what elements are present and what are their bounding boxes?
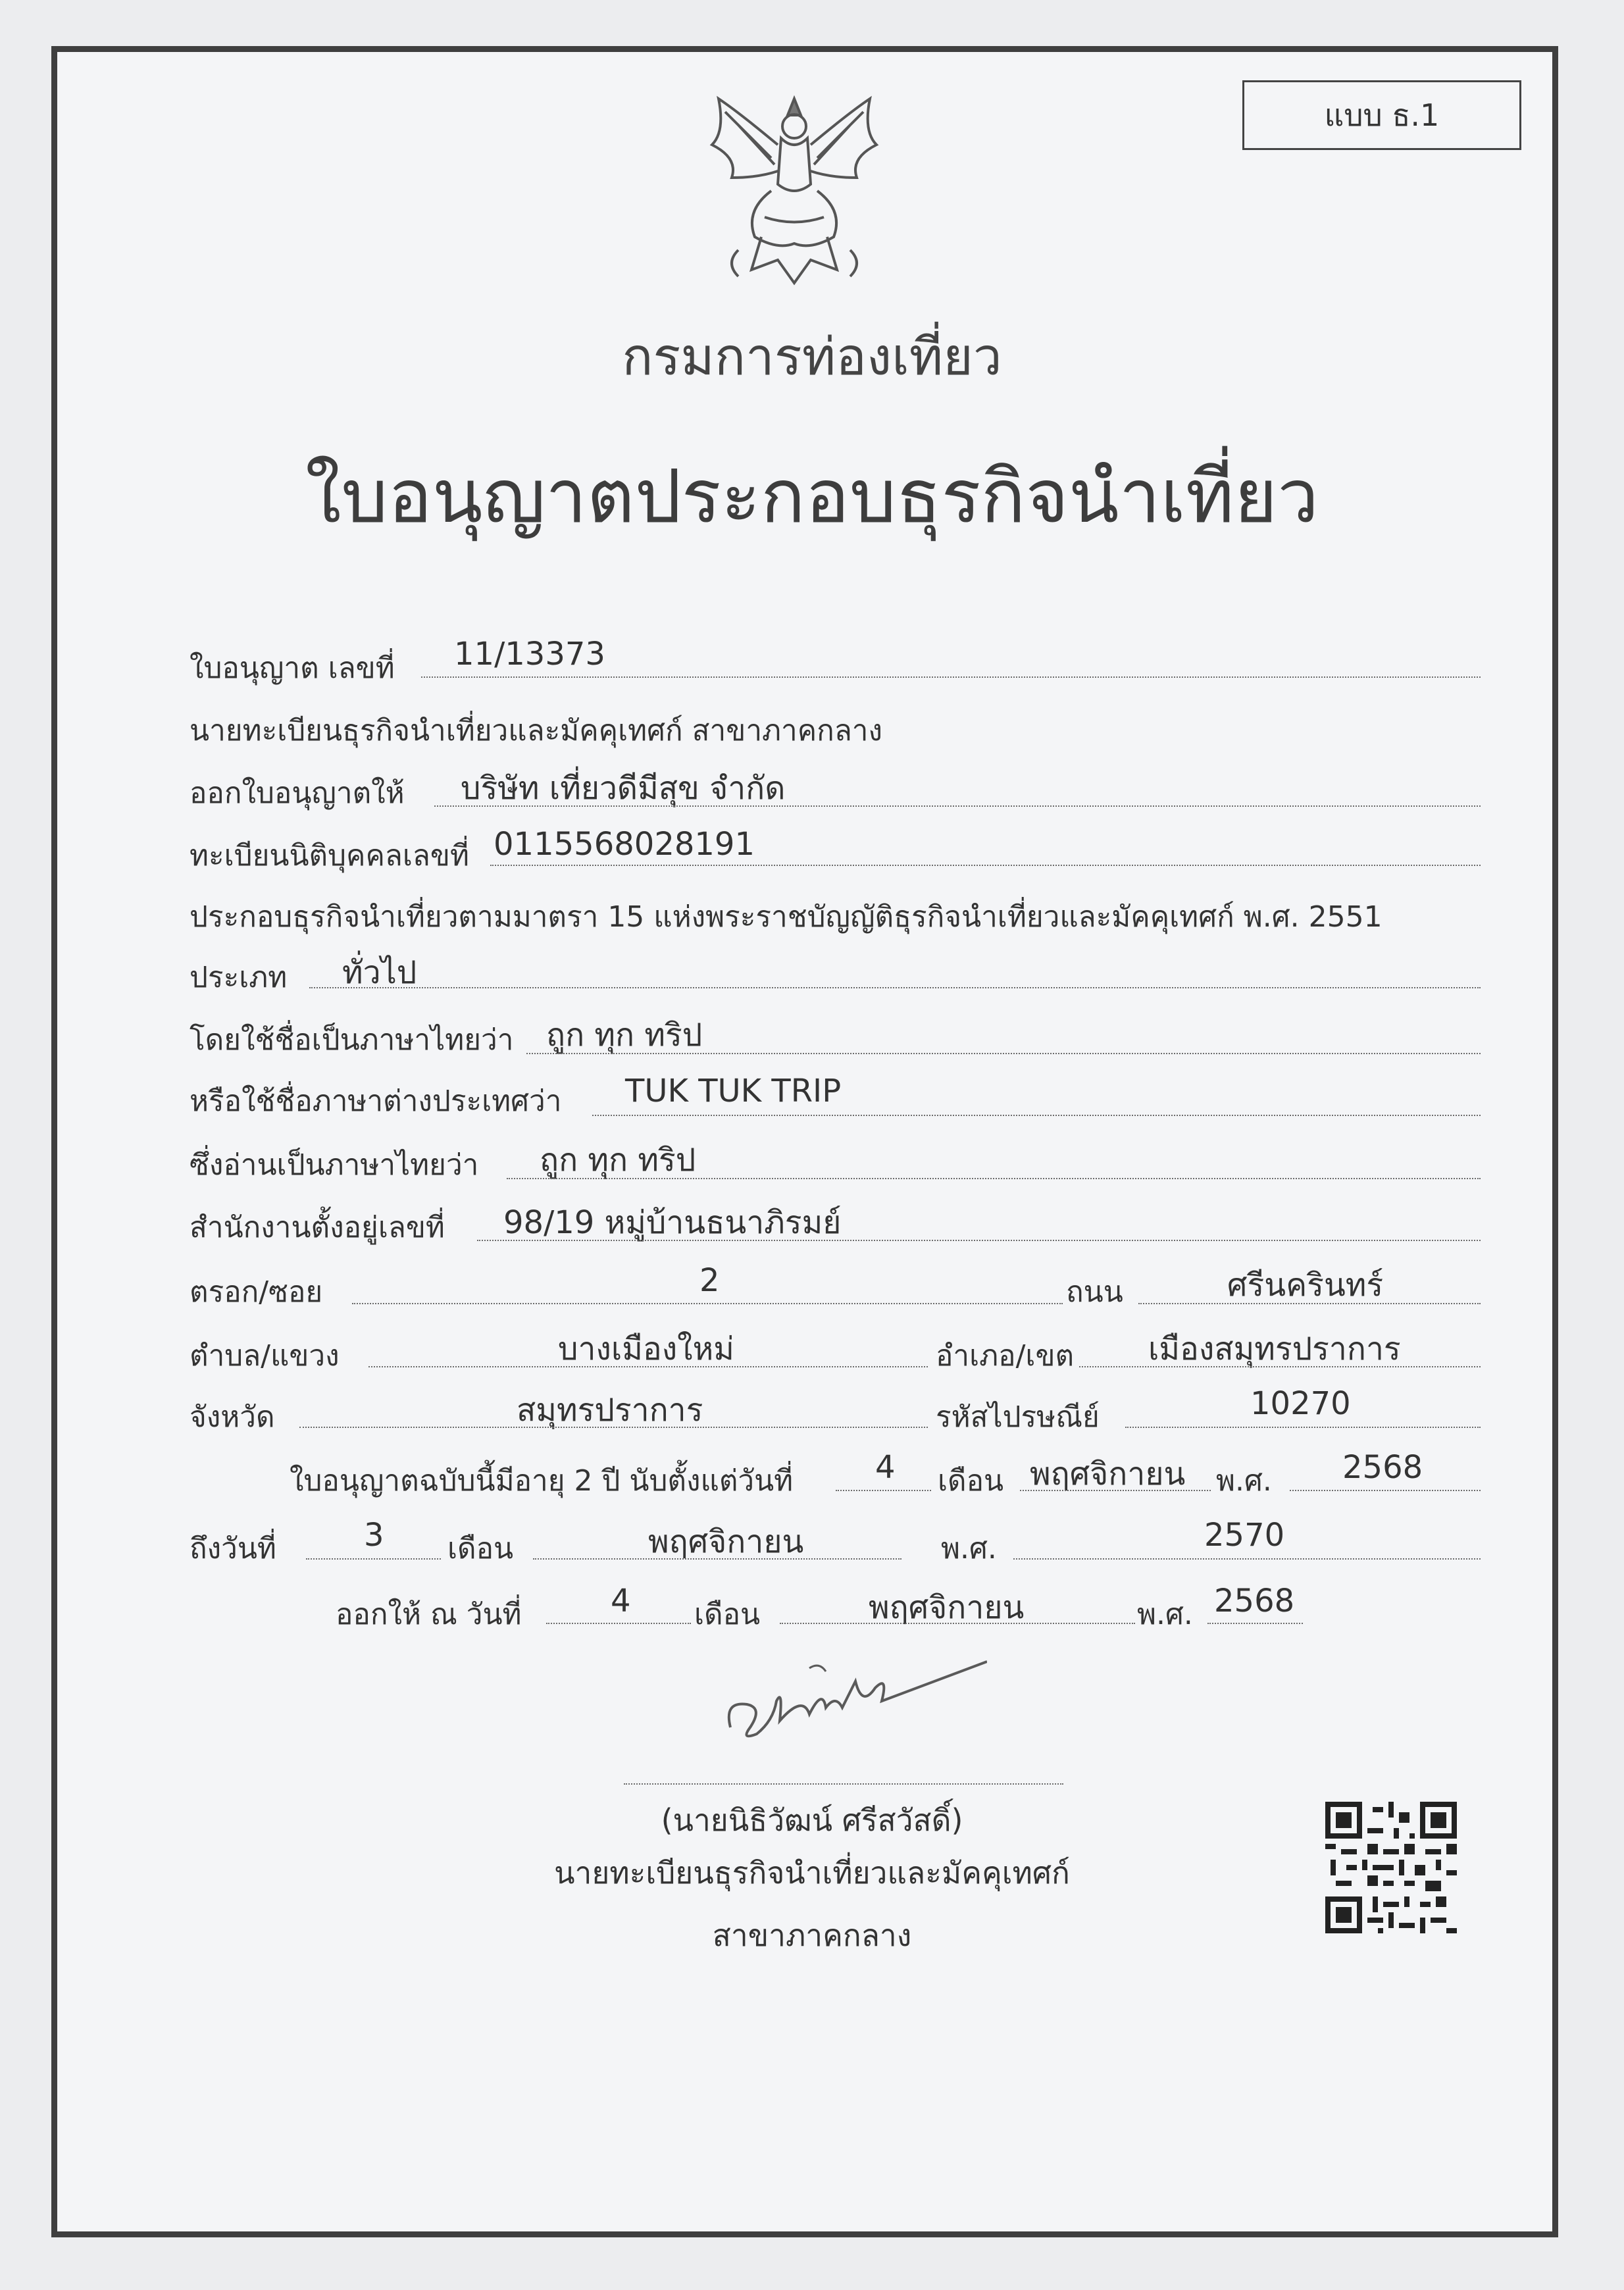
office-label: สำนักงานตั้งอยู่เลขที่ — [190, 1211, 445, 1244]
document-title: ใบอนุญาตประกอบธุรกิจนำเที่ยว — [305, 454, 1319, 540]
type-value: ทั่วไป — [342, 954, 417, 991]
road-line — [1138, 1303, 1481, 1304]
postcode-value: 10270 — [1250, 1385, 1351, 1422]
department-name: กรมการท่องเที่ยว — [622, 328, 1002, 387]
validity-label: ใบอนุญาตฉบับนี้มีอายุ 2 ปี นับตั้งแต่วันที่ — [290, 1464, 794, 1498]
validity-day: 4 — [875, 1449, 896, 1486]
soi-line — [352, 1303, 1063, 1304]
signatory-branch: สาขาภาคกลาง — [712, 1918, 912, 1953]
read-as-line — [507, 1178, 1481, 1179]
province-label: จังหวัด — [190, 1400, 275, 1434]
validity-year-line — [1290, 1490, 1481, 1491]
until-label: ถึงวันที่ — [190, 1532, 276, 1565]
foreign-name-value: TUK TUK TRIP — [625, 1073, 842, 1109]
subdistrict-label: ตำบล/แขวง — [190, 1339, 340, 1373]
until-year-line — [1013, 1558, 1481, 1560]
until-month-line — [533, 1558, 901, 1560]
soi-value: 2 — [699, 1262, 720, 1299]
issued-on-month-label: เดือน — [694, 1598, 761, 1631]
subdistrict-line — [368, 1366, 928, 1367]
license-no-line — [421, 676, 1481, 678]
office-value: 98/19 หมู่บ้านธนาภิรมย์ — [503, 1204, 842, 1241]
validity-year: 2568 — [1342, 1449, 1423, 1486]
issued-on-month: พฤศจิกายน — [869, 1589, 1025, 1626]
thai-name-line — [526, 1053, 1481, 1054]
validity-month: พฤศจิกายน — [1030, 1456, 1186, 1492]
office-line — [477, 1240, 1481, 1241]
act-line: ประกอบธุรกิจนำเที่ยวตามมาตรา 15 แห่งพระราชบัญญัติธุรกิจนำเที่ยวและมัคคุเทศก์ พ.ศ. 2551 — [190, 900, 1383, 934]
validity-month-line — [1020, 1490, 1211, 1491]
issued-to-line — [434, 805, 1481, 807]
issued-to-value: บริษัท เที่ยวดีมีสุข จำกัด — [461, 770, 786, 807]
type-label: ประเภท — [190, 961, 288, 994]
until-year: 2570 — [1204, 1517, 1285, 1554]
issued-on-label: ออกให้ ณ วันที่ — [336, 1598, 522, 1631]
province-value: สมุทรปราการ — [517, 1392, 703, 1429]
signatory-name: (นายนิธิวัฒน์ ศรีสวัสดิ์) — [661, 1802, 963, 1838]
thai-name-label: โดยใช้ชื่อเป็นภาษาไทยว่า — [190, 1023, 514, 1057]
issued-on-day-line — [546, 1623, 691, 1624]
issued-on-day: 4 — [611, 1583, 631, 1619]
issued-to-label: ออกใบอนุญาตให้ — [190, 776, 405, 810]
signatory-position: นายทะเบียนธุรกิจนำเที่ยวและมัคคุเทศก์ — [554, 1855, 1070, 1891]
form-code-box: แบบ ธ.1 — [1242, 80, 1521, 150]
district-label: อำเภอ/เขต — [936, 1339, 1075, 1373]
subdistrict-value: บางเมืองใหม่ — [558, 1331, 734, 1367]
signature-line — [624, 1783, 1063, 1785]
issued-on-year-label: พ.ศ. — [1137, 1598, 1193, 1631]
validity-day-line — [836, 1490, 931, 1491]
juristic-no-value: 0115568028191 — [494, 826, 755, 863]
issued-on-year-line — [1207, 1623, 1303, 1624]
province-line — [299, 1427, 928, 1428]
foreign-name-line — [592, 1115, 1481, 1116]
road-label: ถนน — [1066, 1275, 1123, 1309]
type-line — [309, 987, 1481, 988]
until-month: พฤศจิกายน — [648, 1523, 804, 1560]
read-as-label: ซึ่งอ่านเป็นภาษาไทยว่า — [190, 1148, 479, 1182]
garuda-emblem-icon — [699, 86, 890, 303]
foreign-name-label: หรือใช้ชื่อภาษาต่างประเทศว่า — [190, 1084, 562, 1118]
issued-on-month-line — [780, 1623, 1135, 1624]
read-as-value: ถูก ทุก ทริป — [540, 1142, 696, 1179]
juristic-no-label: ทะเบียนนิติบุคคลเลขที่ — [190, 839, 469, 873]
postcode-line — [1125, 1427, 1481, 1428]
signature-icon — [711, 1642, 987, 1754]
postcode-label: รหัสไปรษณีย์ — [936, 1400, 1100, 1434]
district-line — [1079, 1366, 1481, 1367]
until-year-label: พ.ศ. — [941, 1532, 997, 1565]
registrar-line: นายทะเบียนธุรกิจนำเที่ยวและมัคคุเทศก์ สาขาภาคกลาง — [190, 714, 882, 748]
district-value: เมืองสมุทรปราการ — [1148, 1331, 1401, 1367]
juristic-no-line — [490, 865, 1481, 866]
road-value: ศรีนครินทร์ — [1227, 1267, 1384, 1304]
soi-label: ตรอก/ซอย — [190, 1275, 323, 1309]
issued-on-year: 2568 — [1214, 1583, 1295, 1619]
license-no-value: 11/13373 — [454, 636, 605, 673]
validity-month-label: เดือน — [938, 1464, 1004, 1498]
qr-code-icon — [1325, 1802, 1457, 1933]
license-no-label: ใบอนุญาต เลขที่ — [190, 651, 395, 685]
thai-name-value: ถูก ทุก ทริป — [546, 1017, 703, 1054]
until-day-line — [306, 1558, 441, 1560]
until-day: 3 — [364, 1517, 384, 1554]
validity-year-label: พ.ศ. — [1216, 1464, 1272, 1498]
until-month-label: เดือน — [447, 1532, 514, 1565]
